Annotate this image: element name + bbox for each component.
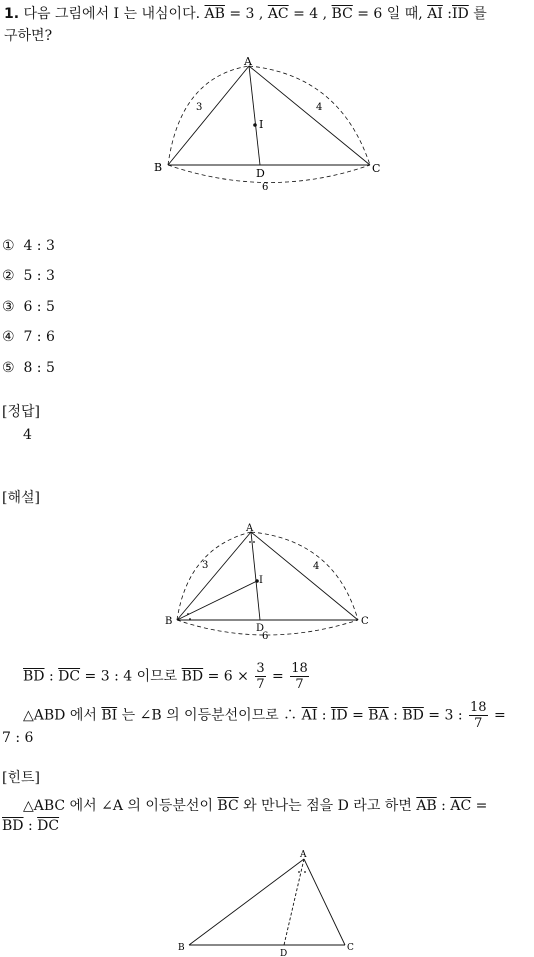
segment-ad <box>249 66 260 165</box>
side-ac-length-2: 4 <box>313 561 320 572</box>
question-line-2: 구하면? <box>4 28 53 44</box>
side-ab <box>168 66 249 165</box>
side-ac-length: 4 <box>316 102 323 113</box>
label-c-3: C <box>347 943 354 953</box>
angle-mark-dot-a2 <box>304 871 306 873</box>
ab-value: = 3 , <box>224 6 268 22</box>
question-text: 다음 그림에서 I 는 내심이다. <box>23 6 201 22</box>
segment-id: $\overline{ID}$ <box>452 6 469 22</box>
sol2-bi: $\overline{BI}$ <box>101 707 118 724</box>
sol1-dc: $\overline{DC}$ <box>58 668 81 685</box>
sol1-f1-num: 3 <box>256 661 265 676</box>
figure-triangle-2 <box>0 520 534 645</box>
label-d: D <box>256 167 265 180</box>
sol1-eq: = 6 × <box>203 668 254 685</box>
sol1-bd: $\overline{BD}$ <box>23 668 45 685</box>
label-a-2: A <box>246 523 254 534</box>
sol2-ba: $\overline{BA}$ <box>368 707 389 724</box>
angle-mark-dot-3 <box>249 541 251 543</box>
sol1-f2-num: 18 <box>291 661 308 676</box>
side-bc-length-2: 6 <box>262 631 269 642</box>
side-ab-2 <box>177 532 251 620</box>
choice-2-mark: ② <box>2 268 15 284</box>
question-number: 1. <box>4 6 20 22</box>
sol1-fraction-2 <box>290 661 309 692</box>
hint-c1: : <box>436 798 451 814</box>
choice-4-mark: ④ <box>2 329 15 345</box>
side-ac <box>249 66 370 165</box>
bc-value: = 6 일 때, <box>352 6 428 22</box>
sol2-pre: △ABD 에서 <box>23 707 102 724</box>
choice-2[interactable] <box>2 268 55 284</box>
choice-3-text: 6 : 5 <box>23 299 55 315</box>
label-c-2: C <box>361 616 369 627</box>
choice-1-text: 4 : 3 <box>23 238 55 254</box>
choice-5[interactable] <box>2 360 55 376</box>
figure-triangle-3 <box>0 845 534 957</box>
question-line-1 <box>4 3 487 23</box>
hint-heading: [힌트] <box>2 770 40 786</box>
sol2-f-num: 18 <box>469 700 487 715</box>
ac-value: = 4 , <box>288 6 332 22</box>
sol2-eq3: = <box>489 707 506 724</box>
choice-5-mark: ⑤ <box>2 360 15 376</box>
hint-line-2 <box>2 818 59 834</box>
sol2-c2: : <box>388 707 403 724</box>
choice-3[interactable] <box>2 299 55 315</box>
hint-ab: $\overline{AB}$ <box>416 798 437 814</box>
figure-triangle-1 <box>0 55 534 195</box>
hint-bc: $\overline{BC}$ <box>217 798 239 814</box>
answer-value: 4 <box>23 427 32 443</box>
sol2-eq2: = 3 : <box>423 707 467 724</box>
angle-mark-dot-4 <box>253 541 255 543</box>
label-d-2: D <box>256 623 265 634</box>
sol2-eq: = <box>347 707 369 724</box>
label-d-3: D <box>280 949 288 957</box>
arc-bc <box>168 165 370 183</box>
label-i: I <box>259 118 264 131</box>
incenter-point <box>253 123 257 127</box>
solution-line-3: 7 : 6 <box>2 730 34 746</box>
sol2-c1: : <box>317 707 331 724</box>
label-a: A <box>244 55 252 68</box>
choice-1-mark: ① <box>2 238 15 254</box>
label-b-2: B <box>165 616 173 627</box>
sol2-ai: $\overline{AI}$ <box>301 707 318 724</box>
label-i-2: I <box>259 575 263 586</box>
side-bc-length: 6 <box>262 182 269 193</box>
sol2-bd: $\overline{BD}$ <box>402 707 424 724</box>
choice-5-text: 8 : 5 <box>23 360 55 376</box>
hint-ac: $\overline{AC}$ <box>450 798 472 814</box>
sol2-mid: 는 ∠B 의 이등분선이므로 ∴ <box>117 707 302 724</box>
side-ac-3 <box>304 859 345 945</box>
label-b: B <box>154 161 163 174</box>
sol2-id: $\overline{ID}$ <box>330 707 348 724</box>
answer-heading: [정답] <box>2 404 40 420</box>
hint-pre: △ABC 에서 ∠A 의 이등분선이 <box>23 798 218 814</box>
solution-line-2 <box>23 700 506 731</box>
solution-line-1 <box>23 661 311 692</box>
sol1-bd2: $\overline{BD}$ <box>181 668 204 685</box>
choice-4-text: 7 : 6 <box>23 329 55 345</box>
angle-mark-dot-a1 <box>298 871 300 873</box>
choice-3-mark: ③ <box>2 299 15 315</box>
hint-eq: = <box>471 798 488 814</box>
segment-bc: $\overline{BC}$ <box>331 6 353 22</box>
choice-4[interactable] <box>2 329 55 345</box>
choice-1[interactable] <box>2 238 55 254</box>
hint-bd: $\overline{BD}$ <box>2 818 24 834</box>
sol2-f-den: 7 <box>474 716 483 731</box>
sol1-f1-den: 7 <box>256 677 265 692</box>
label-a-3: A <box>300 850 307 860</box>
question-tail: 를 <box>468 6 487 22</box>
hint-line-1 <box>23 795 487 815</box>
segment-ac: $\overline{AC}$ <box>267 6 289 22</box>
angle-mark-dot-1 <box>187 613 189 615</box>
sol1-fraction-1 <box>255 661 265 692</box>
hint-dc: $\overline{DC}$ <box>37 818 60 834</box>
sol1-eq2: = <box>267 668 289 685</box>
sol1-colon: : <box>44 668 59 685</box>
sol1-f2-den: 7 <box>295 677 304 692</box>
side-ac-2 <box>251 532 358 620</box>
side-ab-length: 3 <box>196 102 203 113</box>
choice-2-text: 5 : 3 <box>23 268 55 284</box>
hint-mid: 와 만나는 점을 D 라고 하면 <box>238 798 417 814</box>
sol2-fraction <box>469 700 488 731</box>
segment-ai: $\overline{AI}$ <box>427 6 443 22</box>
label-b-3: B <box>178 943 185 953</box>
segment-bi <box>177 581 257 620</box>
segment-ab: $\overline{AB}$ <box>204 6 225 22</box>
ratio-colon: : <box>442 6 452 22</box>
solution-heading: [해설] <box>2 490 40 506</box>
sol1-mid: = 3 : 4 이므로 <box>80 668 182 685</box>
label-c: C <box>372 162 381 175</box>
hint-c2: : <box>23 818 38 834</box>
side-ab-length-2: 3 <box>202 560 209 571</box>
angle-mark-dot-2 <box>189 618 191 620</box>
